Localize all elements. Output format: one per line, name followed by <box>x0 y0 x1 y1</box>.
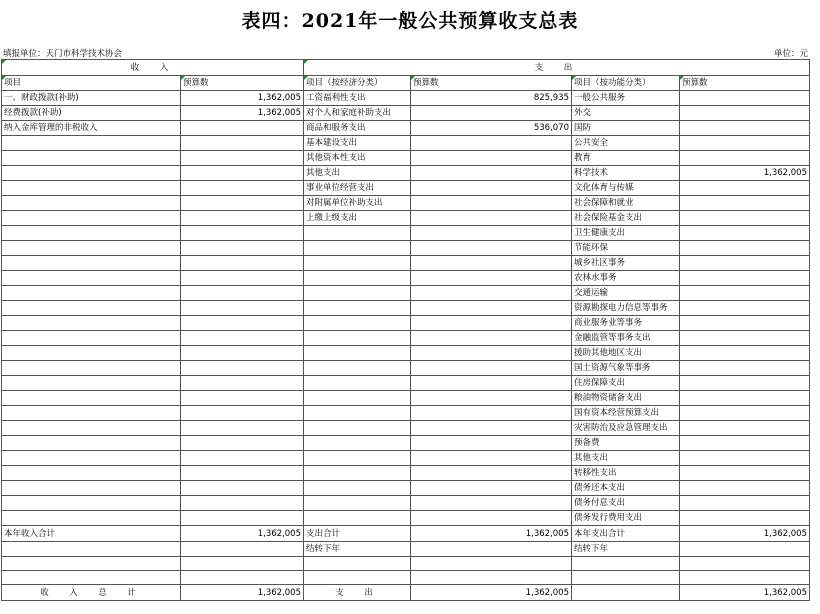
income-group-header: 收 入 <box>2 60 304 76</box>
income-budget-cell <box>181 421 304 436</box>
income-item-cell <box>2 196 181 211</box>
income-item-cell <box>2 542 181 557</box>
func-item-cell: 住房保障支出 <box>572 376 680 391</box>
func-item-cell: 卫生健康支出 <box>572 226 680 241</box>
econ-item-cell <box>304 511 411 526</box>
income-item-cell: 纳入金库管理的非税收入 <box>2 121 181 136</box>
econ-budget-cell <box>411 226 572 241</box>
econ-item-cell: 对个人和家庭补助支出 <box>304 106 411 121</box>
econ-budget-cell <box>411 421 572 436</box>
table-row <box>2 136 810 151</box>
econ-budget-cell <box>411 571 572 585</box>
econ-budget-cell <box>411 286 572 301</box>
income-item-cell <box>2 151 181 166</box>
econ-item-cell <box>304 226 411 241</box>
func-item-cell: 商业服务业等事务 <box>572 316 680 331</box>
income-item-cell <box>2 166 181 181</box>
func-budget-cell <box>680 271 810 286</box>
econ-item-cell <box>304 241 411 256</box>
econ-item-cell: 支出合计 <box>304 526 411 542</box>
income-budget-cell <box>181 406 304 421</box>
econ-budget-cell <box>411 331 572 346</box>
income-budget-cell <box>181 557 304 571</box>
econ-item-cell: 支 出 <box>304 585 411 601</box>
func-budget-cell <box>680 451 810 466</box>
econ-budget-cell <box>411 196 572 211</box>
income-budget-cell <box>181 496 304 511</box>
income-budget-cell: 1,362,005 <box>181 526 304 542</box>
econ-budget-cell <box>411 211 572 226</box>
econ-budget-cell <box>411 271 572 286</box>
econ-item-cell <box>304 391 411 406</box>
income-item-cell <box>2 571 181 585</box>
income-budget-cell <box>181 301 304 316</box>
func-budget-cell <box>680 121 810 136</box>
income-budget-cell <box>181 196 304 211</box>
table-row <box>2 526 810 542</box>
func-budget-cell: 1,362,005 <box>680 166 810 181</box>
econ-budget-cell: 536,070 <box>411 121 572 136</box>
func-item-cell: 科学技术 <box>572 166 680 181</box>
table-row <box>2 316 810 331</box>
func-budget-cell <box>680 91 810 106</box>
econ-item-cell <box>304 571 411 585</box>
econ-item-cell <box>304 256 411 271</box>
table-row <box>2 181 810 196</box>
table-row <box>2 511 810 526</box>
econ-item-cell <box>304 301 411 316</box>
econ-budget-cell <box>411 481 572 496</box>
func-item-cell: 预备费 <box>572 436 680 451</box>
func-budget-cell <box>680 376 810 391</box>
income-budget-cell <box>181 136 304 151</box>
income-item-cell: 经费拨款(补助) <box>2 106 181 121</box>
func-item-cell: 债务还本支出 <box>572 481 680 496</box>
func-item-cell: 城乡社区事务 <box>572 256 680 271</box>
income-budget-cell <box>181 391 304 406</box>
income-item-cell <box>2 136 181 151</box>
income-item-cell <box>2 331 181 346</box>
func-budget-cell <box>680 136 810 151</box>
econ-item-cell <box>304 557 411 571</box>
func-budget-cell <box>680 316 810 331</box>
econ-budget-cell <box>411 406 572 421</box>
income-item-cell <box>2 241 181 256</box>
econ-budget-cell <box>411 511 572 526</box>
func-budget-cell <box>680 391 810 406</box>
econ-budget-cell <box>411 391 572 406</box>
table-row <box>2 557 810 571</box>
econ-item-cell <box>304 481 411 496</box>
econ-budget-cell <box>411 106 572 121</box>
table-row <box>2 571 810 585</box>
col-header-income-item: 项目 <box>2 76 181 91</box>
func-budget-cell <box>680 511 810 526</box>
income-item-cell <box>2 496 181 511</box>
econ-budget-cell <box>411 181 572 196</box>
table-row <box>2 421 810 436</box>
func-item-cell: 金融监管等事务支出 <box>572 331 680 346</box>
econ-budget-cell <box>411 241 572 256</box>
table-row <box>2 346 810 361</box>
func-item-cell: 援助其他地区支出 <box>572 346 680 361</box>
func-item-cell: 外交 <box>572 106 680 121</box>
func-item-cell: 债务发行费用支出 <box>572 511 680 526</box>
func-item-cell: 债务付息支出 <box>572 496 680 511</box>
table-row <box>2 542 810 557</box>
expense-group-header: 支 出 <box>304 60 810 76</box>
func-item-cell: 交通运输 <box>572 286 680 301</box>
income-budget-cell <box>181 361 304 376</box>
func-item-cell <box>572 585 680 601</box>
func-budget-cell <box>680 256 810 271</box>
col-header-income-budget: 预算数 <box>181 76 304 91</box>
func-item-cell: 国土资源气象等事务 <box>572 361 680 376</box>
func-budget-cell: 1,362,005 <box>680 526 810 542</box>
table-row <box>2 196 810 211</box>
func-item-cell <box>572 571 680 585</box>
econ-budget-cell <box>411 151 572 166</box>
econ-budget-cell <box>411 136 572 151</box>
func-budget-cell <box>680 346 810 361</box>
econ-budget-cell <box>411 466 572 481</box>
table-row <box>2 241 810 256</box>
income-item-cell <box>2 256 181 271</box>
func-budget-cell <box>680 436 810 451</box>
func-budget-cell <box>680 466 810 481</box>
func-item-cell: 粮油物资储备支出 <box>572 391 680 406</box>
budget-table <box>1 59 810 601</box>
func-item-cell: 节能环保 <box>572 241 680 256</box>
table-row <box>2 406 810 421</box>
income-budget-cell: 1,362,005 <box>181 585 304 601</box>
income-budget-cell <box>181 256 304 271</box>
income-budget-cell <box>181 316 304 331</box>
income-budget-cell <box>181 511 304 526</box>
table-row <box>2 211 810 226</box>
income-budget-cell <box>181 436 304 451</box>
income-budget-cell <box>181 571 304 585</box>
table-row <box>2 106 810 121</box>
func-item-cell: 本年支出合计 <box>572 526 680 542</box>
income-budget-cell <box>181 542 304 557</box>
column-header-row <box>2 76 810 91</box>
table-row <box>2 496 810 511</box>
econ-item-cell <box>304 466 411 481</box>
func-budget-cell <box>680 406 810 421</box>
econ-item-cell <box>304 271 411 286</box>
econ-item-cell <box>304 361 411 376</box>
econ-item-cell: 工资福利性支出 <box>304 91 411 106</box>
table-row <box>2 466 810 481</box>
income-budget-cell <box>181 211 304 226</box>
income-item-cell <box>2 211 181 226</box>
econ-budget-cell <box>411 451 572 466</box>
reporting-unit: 填报单位：天门市科学技术协会 <box>3 49 123 59</box>
func-item-cell: 公共安全 <box>572 136 680 151</box>
page-title: 表四：2021年一般公共预算收支总表 <box>241 10 579 32</box>
col-header-func-item: 项目（按功能分类） <box>572 76 680 91</box>
func-budget-cell <box>680 571 810 585</box>
econ-item-cell: 其他支出 <box>304 166 411 181</box>
func-item-cell: 国防 <box>572 121 680 136</box>
func-budget-cell <box>680 151 810 166</box>
col-header-econ-item: 项目（按经济分类） <box>304 76 411 91</box>
func-item-cell: 结转下年 <box>572 542 680 557</box>
func-item-cell: 文化体育与传媒 <box>572 181 680 196</box>
table-row <box>2 376 810 391</box>
col-header-func-budget: 预算数 <box>680 76 810 91</box>
income-budget-cell <box>181 241 304 256</box>
func-budget-cell <box>680 106 810 121</box>
income-item-cell <box>2 481 181 496</box>
table-row <box>2 585 810 601</box>
econ-budget-cell: 825,935 <box>411 91 572 106</box>
income-item-cell <box>2 391 181 406</box>
income-item-cell <box>2 421 181 436</box>
func-item-cell <box>572 557 680 571</box>
income-item-cell <box>2 346 181 361</box>
func-budget-cell <box>680 301 810 316</box>
func-item-cell: 国有资本经营预算支出 <box>572 406 680 421</box>
func-budget-cell <box>680 226 810 241</box>
income-item-cell <box>2 406 181 421</box>
econ-budget-cell: 1,362,005 <box>411 585 572 601</box>
income-budget-cell <box>181 451 304 466</box>
income-budget-cell <box>181 271 304 286</box>
func-budget-cell <box>680 496 810 511</box>
income-item-cell <box>2 436 181 451</box>
econ-item-cell <box>304 331 411 346</box>
table-row <box>2 481 810 496</box>
income-budget-cell <box>181 346 304 361</box>
income-budget-cell <box>181 376 304 391</box>
econ-item-cell <box>304 421 411 436</box>
func-item-cell: 其他支出 <box>572 451 680 466</box>
func-item-cell: 一般公共服务 <box>572 91 680 106</box>
income-item-cell <box>2 557 181 571</box>
econ-item-cell <box>304 376 411 391</box>
income-item-cell <box>2 226 181 241</box>
func-item-cell: 灾害防治及应急管理支出 <box>572 421 680 436</box>
table-row <box>2 271 810 286</box>
econ-budget-cell <box>411 376 572 391</box>
income-item-cell <box>2 451 181 466</box>
table-row <box>2 256 810 271</box>
econ-budget-cell <box>411 256 572 271</box>
income-item-cell <box>2 316 181 331</box>
income-budget-cell <box>181 331 304 346</box>
table-row <box>2 121 810 136</box>
func-budget-cell <box>680 481 810 496</box>
income-item-cell <box>2 361 181 376</box>
income-item-cell <box>2 376 181 391</box>
econ-budget-cell <box>411 436 572 451</box>
func-item-cell: 资源勘探电力信息等事务 <box>572 301 680 316</box>
func-budget-cell <box>680 181 810 196</box>
econ-item-cell <box>304 496 411 511</box>
econ-item-cell <box>304 286 411 301</box>
econ-item-cell: 事业单位经营支出 <box>304 181 411 196</box>
econ-item-cell: 其他资本性支出 <box>304 151 411 166</box>
econ-item-cell <box>304 316 411 331</box>
econ-item-cell: 基本建设支出 <box>304 136 411 151</box>
income-budget-cell <box>181 181 304 196</box>
income-item-cell <box>2 271 181 286</box>
econ-budget-cell <box>411 166 572 181</box>
func-budget-cell: 1,362,005 <box>680 585 810 601</box>
income-budget-cell <box>181 226 304 241</box>
income-item-cell: 本年收入合计 <box>2 526 181 542</box>
func-budget-cell <box>680 421 810 436</box>
econ-item-cell: 对附属单位补助支出 <box>304 196 411 211</box>
table-row <box>2 301 810 316</box>
econ-item-cell <box>304 451 411 466</box>
income-budget-cell <box>181 286 304 301</box>
table-row <box>2 286 810 301</box>
econ-item-cell: 商品和服务支出 <box>304 121 411 136</box>
econ-budget-cell <box>411 316 572 331</box>
table-row <box>2 166 810 181</box>
income-item-cell <box>2 181 181 196</box>
econ-budget-cell <box>411 346 572 361</box>
func-item-cell: 社会保险基金支出 <box>572 211 680 226</box>
table-row <box>2 91 810 106</box>
currency-unit: 单位：元 <box>773 49 808 59</box>
func-budget-cell <box>680 211 810 226</box>
income-budget-cell: 1,362,005 <box>181 106 304 121</box>
table-row <box>2 331 810 346</box>
econ-budget-cell <box>411 557 572 571</box>
func-item-cell: 教育 <box>572 151 680 166</box>
econ-budget-cell: 1,362,005 <box>411 526 572 542</box>
func-budget-cell <box>680 331 810 346</box>
table-row <box>2 151 810 166</box>
col-header-econ-budget: 预算数 <box>411 76 572 91</box>
income-item-cell <box>2 286 181 301</box>
econ-item-cell <box>304 436 411 451</box>
func-budget-cell <box>680 361 810 376</box>
func-budget-cell <box>680 542 810 557</box>
table-row <box>2 391 810 406</box>
econ-budget-cell <box>411 496 572 511</box>
income-item-cell: 一、财政拨款(补助) <box>2 91 181 106</box>
econ-item-cell: 结转下年 <box>304 542 411 557</box>
income-budget-cell <box>181 121 304 136</box>
func-budget-cell <box>680 557 810 571</box>
func-item-cell: 社会保障和就业 <box>572 196 680 211</box>
func-budget-cell <box>680 196 810 211</box>
econ-item-cell: 上缴上级支出 <box>304 211 411 226</box>
func-item-cell: 农林水事务 <box>572 271 680 286</box>
income-item-cell <box>2 466 181 481</box>
income-budget-cell <box>181 151 304 166</box>
table-row <box>2 436 810 451</box>
table-row <box>2 226 810 241</box>
income-budget-cell: 1,362,005 <box>181 91 304 106</box>
econ-item-cell <box>304 346 411 361</box>
econ-item-cell <box>304 406 411 421</box>
group-header-row <box>2 60 810 76</box>
econ-budget-cell <box>411 361 572 376</box>
income-item-cell <box>2 511 181 526</box>
income-budget-cell <box>181 481 304 496</box>
econ-budget-cell <box>411 301 572 316</box>
income-item-cell: 收 入 总 计 <box>2 585 181 601</box>
table-row <box>2 361 810 376</box>
income-budget-cell <box>181 466 304 481</box>
income-item-cell <box>2 301 181 316</box>
func-budget-cell <box>680 286 810 301</box>
func-budget-cell <box>680 241 810 256</box>
table-row <box>2 451 810 466</box>
econ-budget-cell <box>411 542 572 557</box>
income-budget-cell <box>181 166 304 181</box>
func-item-cell: 转移性支出 <box>572 466 680 481</box>
